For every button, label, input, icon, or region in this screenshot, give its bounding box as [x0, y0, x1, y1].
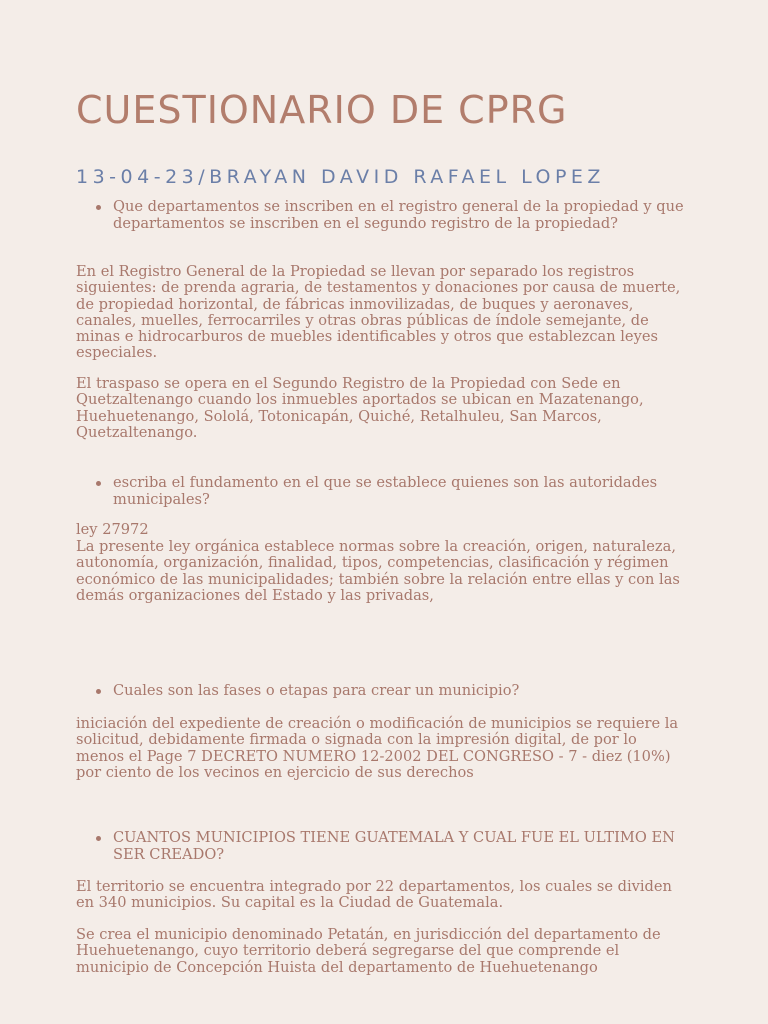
answer-4-petatan: Se crea el municipio denominado Petatán, en jurisdicción del departamento de Huehuetenango, cuyo territorio deberá segregarse del que comprende el municipio de Concepción Huista del departamento de Huehuetenango — [76, 926, 661, 976]
answer-1-segundo-registro: El traspaso se opera en el Segundo Registro de la Propiedad con Sede en Quetzaltenango cuando los inmuebles aportados se ubican en Mazatenango, Huehuetenango, Sololá, Totonicapán, Quiché, Retalhuleu, San Marcos, Quetzaltenango. — [76, 375, 644, 441]
question-3-text: Cuales son las fases o etapas para crear un municipio? — [113, 682, 520, 699]
document-subtitle: 13-04-23/BRAYAN DAVID RAFAEL LOPEZ — [76, 166, 605, 188]
answer-2-text: La presente ley orgánica establece normas sobre la creación, origen, naturaleza, autonomía, organización, finalidad, tipos, competencias, clasificación y régimen económico de las municipalidades; también sobre la relación entre ellas y con las demás organizaciones del Estado y las privadas, — [76, 538, 680, 604]
answer-3-text: iniciación del expediente de creación o modificación de municipios se requiere la solicitud, debidamente firmada o signada con la impresión digital, de por lo menos el Page 7 DECRETO NUMERO 12-2002 DEL CONGRESO - 7 - diez (10%) por ciento de los vecinos en ejercicio de sus derechos — [76, 715, 679, 781]
answer-4-territory: El territorio se encuentra integrado por 22 departamentos, los cuales se dividen en 340 municipios. Su capital es la Ciudad de Guatemala. — [76, 878, 672, 912]
question-4 — [96, 830, 696, 863]
question-2-text: escriba el fundamento en el que se establece quienes son las autoridades municipales? — [113, 474, 658, 508]
answer-2-law: ley 27972 — [76, 521, 149, 538]
bullet-icon — [96, 205, 101, 210]
question-1-text: Que departamentos se inscriben en el registro general de la propiedad y que departamentos se inscriben en el segundo registro de la propiedad? — [113, 198, 684, 232]
question-3 — [96, 683, 696, 700]
bullet-icon — [96, 481, 101, 486]
bullet-icon — [96, 689, 101, 694]
question-4-text: CUANTOS MUNICIPIOS TIENE GUATEMALA Y CUAL FUE EL ULTIMO EN SER CREADO? — [113, 829, 675, 863]
question-2 — [96, 475, 696, 508]
answer-1-registro-general: En el Registro General de la Propiedad se llevan por separado los registros siguientes: de prenda agraria, de testamentos y donaciones por causa de muerte, de propiedad horizontal, de fábricas inmovilizadas, de buques y aeronaves, canales, muelles, ferrocarriles y otras obras públicas de índole semejante, de minas e hidrocarburos de muebles identificables y otros que establezcan leyes especiales. — [76, 263, 681, 362]
bullet-icon — [96, 836, 101, 841]
question-1 — [96, 199, 696, 232]
document-title: CUESTIONARIO DE CPRG — [76, 88, 568, 132]
